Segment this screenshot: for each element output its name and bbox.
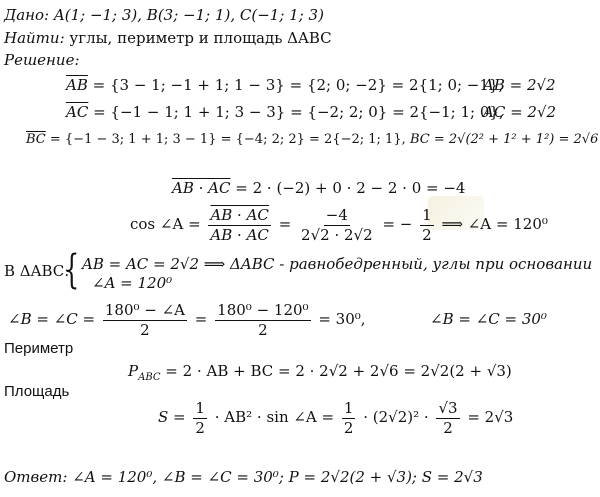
area-fraction-1: [193, 400, 207, 437]
ab-length: AB = 2√2: [483, 76, 556, 94]
area-f3-den: 2: [443, 418, 453, 437]
perimeter-line: [128, 362, 512, 387]
cos-f1-den: AB · AC: [210, 225, 269, 244]
triangle-line-2: ∠A = 120⁰: [92, 274, 173, 292]
vector-ab-expr: = {3 − 1; −1 + 1; 1 − 3} = {2; 0; −2} = 2{1; 0; −1},: [92, 76, 504, 94]
dot-product-lhs: AB · AC: [172, 179, 231, 197]
area-f2-den: 2: [343, 418, 354, 437]
cosine-line: [130, 203, 548, 245]
vector-ac-expr: = {−1 − 1; 1 + 1; 3 − 3} = {−2; 2; 0} = 2{−1; 1; 0},: [93, 103, 504, 121]
given-text: A(1; −1; 3), B(3; −1; 1), C(−1; 1; 3): [53, 6, 324, 24]
angles-eq: =: [194, 310, 208, 328]
vector-ab-line: [66, 76, 503, 94]
cos-eq: =: [278, 215, 292, 233]
vector-bc-line: [26, 131, 406, 149]
area-f2-num: 1: [343, 398, 354, 417]
area-label: Площадь: [4, 383, 70, 400]
area-fraction-3: [436, 400, 459, 437]
find-label: Найти:: [4, 29, 65, 47]
dot-product-line: [172, 179, 465, 197]
angles-result-2: ∠B = ∠C = 30⁰: [430, 310, 547, 328]
area-mid: · AB² · sin ∠A =: [214, 408, 335, 426]
perimeter-label: Периметр: [4, 340, 74, 357]
cos-eq2: = −: [382, 215, 413, 233]
area-lhs: S =: [158, 408, 186, 426]
angles-line: [8, 298, 366, 340]
angles-lhs: ∠B = ∠C =: [8, 310, 96, 328]
angles-f1-num: 180⁰ − ∠A: [104, 300, 186, 319]
given-label: Дано:: [4, 6, 50, 24]
cos-f3-den: 2: [422, 225, 432, 244]
ac-length: AC = 2√2: [483, 103, 557, 121]
bc-length: BC = 2√(2² + 1² + 1²) = 2√6: [410, 132, 599, 147]
cos-fraction-2: [299, 207, 375, 244]
find-line: [4, 29, 332, 47]
angles-f1-den: 2: [140, 320, 150, 339]
triangle-line-1: AB = AC = 2√2 ⟹ ΔABC - равнобедренный, углы при основании: [82, 255, 593, 273]
angles-f2-den: 2: [258, 320, 268, 339]
angles-f2-num: 180⁰ − 120⁰: [217, 300, 309, 319]
vector-ac: $\overline{AC}$: [66, 103, 89, 121]
area-f3-num: √3: [438, 398, 458, 417]
cos-f1-num: AB · AC: [210, 205, 269, 224]
area-f1-num: 1: [195, 398, 205, 417]
angles-result: = 30⁰,: [318, 310, 366, 328]
area-fraction-2: [342, 400, 356, 437]
system-brace: {: [64, 247, 80, 293]
find-text: углы, периметр и площадь ΔABC: [69, 29, 332, 47]
vector-bc: $\overline{BC}$: [26, 132, 46, 147]
answer-label: Ответ:: [4, 468, 68, 486]
cos-fraction-3: [420, 207, 434, 244]
perimeter-symbol: P: [128, 362, 139, 380]
perimeter-expr: = 2 · AB + BC = 2 · 2√2 + 2√6 = 2√2(2 + √3): [165, 362, 512, 380]
dot-product-expr: = 2 · (−2) + 0 · 2 − 2 · 0 = −4: [235, 179, 466, 197]
cos-f2-num: −4: [325, 205, 348, 224]
answer-line: [4, 468, 483, 486]
cos-f2-den: 2√2 · 2√2: [301, 225, 373, 244]
area-result: = 2√3: [467, 408, 514, 426]
cos-lhs: cos ∠A =: [130, 215, 201, 233]
cos-fraction-1: [208, 207, 270, 244]
vector-ab: $\overline{AB}$: [66, 76, 88, 94]
cos-f3-num: 1: [422, 205, 432, 224]
area-line: [158, 396, 513, 438]
area-mid2: · (2√2)² ·: [363, 408, 429, 426]
angles-fraction-2: [215, 302, 310, 339]
cos-result: ⟹ ∠A = 120⁰: [441, 215, 548, 233]
angles-fraction-1: [103, 302, 187, 339]
vector-ac-line: [66, 103, 504, 121]
given-line: [4, 6, 324, 24]
triangle-prefix: В ΔABC:: [4, 262, 70, 280]
answer-text: ∠A = 120⁰, ∠B = ∠C = 30⁰; P = 2√2(2 + √3); S = 2√3: [72, 468, 483, 486]
area-f1-den: 2: [195, 418, 205, 437]
perimeter-subscript: ABC: [138, 372, 161, 383]
vector-bc-expr: = {−1 − 3; 1 + 1; 3 − 1} = {−4; 2; 2} = 2{−2; 1; 1},: [49, 132, 406, 147]
solution-label: Решение:: [4, 51, 80, 69]
